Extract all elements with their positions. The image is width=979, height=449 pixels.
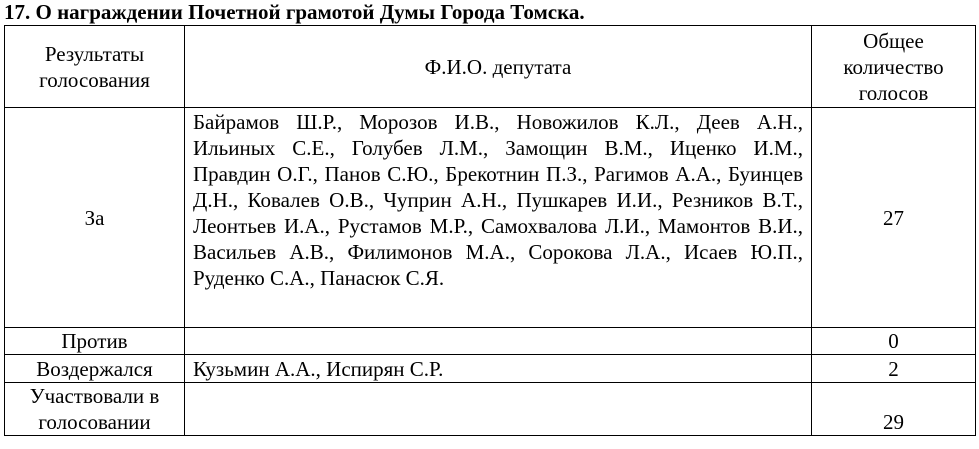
names-cell xyxy=(185,328,812,355)
result-label: Воздержался xyxy=(36,356,153,381)
header-result-label: Результаты голосования xyxy=(39,41,150,92)
table-header-row xyxy=(5,26,976,108)
names-cell xyxy=(185,108,812,328)
table-row-abstain xyxy=(5,355,976,383)
header-names-cell xyxy=(185,26,812,108)
result-label: Против xyxy=(61,329,128,353)
table-row-for xyxy=(5,108,976,328)
vote-count: 0 xyxy=(888,329,899,353)
header-result-cell xyxy=(5,26,185,108)
count-cell xyxy=(812,108,976,328)
names-cell xyxy=(185,355,812,383)
result-cell xyxy=(5,355,185,383)
deputy-names: Байрамов Ш.Р., Морозов И.В., Новожилов К.Л., Деев А.Н., Ильиных С.Е., Голубев Л.М., Замощин В.М., Иценко И.М., Правдин О.Г., Панов С.Ю., Брекотнин П.З., Рагимов А.А., Буинцев Д.Н., Ковалев О.В., Чуприн А.Н., Пушкарев И.И., Резников В.Т., Леонтьев И.А., Рустамов М.Р., Самохвалова Л.И., Мамонтов В.И., Васильев А.В., Филимонов М.А., Сорокова Л.А., Исаев Ю.П., Руденко С.А., Панасюк С.Я. xyxy=(193,110,803,290)
names-cell xyxy=(185,383,812,436)
vote-count: 27 xyxy=(883,205,904,230)
result-cell xyxy=(5,328,185,355)
vote-count: 2 xyxy=(888,356,899,381)
result-label: Участвовали в голосовании xyxy=(29,384,160,434)
header-total-cell xyxy=(812,26,976,108)
result-cell xyxy=(5,383,185,436)
result-label: За xyxy=(84,205,105,230)
document-heading: 17. О награждении Почетной грамотой Думы Города Томска. xyxy=(4,0,585,24)
count-cell xyxy=(812,355,976,383)
count-cell xyxy=(812,383,976,436)
voting-results-table xyxy=(4,25,976,436)
result-cell xyxy=(5,108,185,328)
table-row-participated xyxy=(5,383,976,436)
vote-count: 29 xyxy=(883,410,904,434)
header-total-label: Общее количество голосов xyxy=(843,28,944,105)
count-cell xyxy=(812,328,976,355)
table-row-against xyxy=(5,328,976,355)
header-names-label: Ф.И.О. депутата xyxy=(424,54,572,79)
deputy-names: Кузьмин А.А., Испирян С.Р. xyxy=(193,356,444,381)
